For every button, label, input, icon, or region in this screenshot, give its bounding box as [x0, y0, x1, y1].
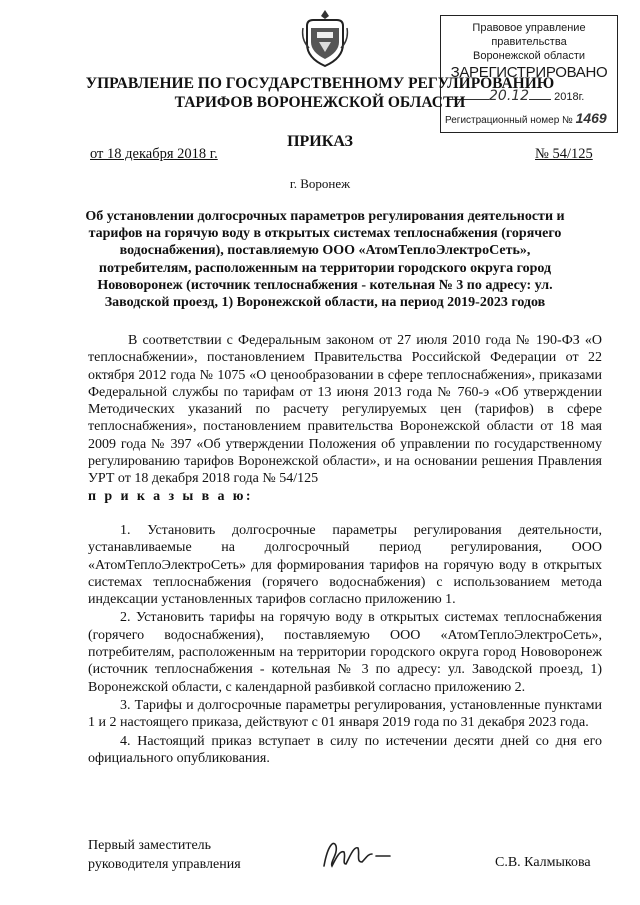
- order-item: 2. Установить тарифы на горячую воду в открытых системах теплоснабжения (горячего водоснабжения), поставляемую ООО «АтомТеплоЭлектроСеть», потребителям, расположенным на территории городского округа город Нововоронеж (источник теплоснабжения - котельная № 3 по адресу: ул. Заводской проезд, 1) Воронежской области, с календарной разбивкой согласно приложению 2.: [88, 610, 602, 695]
- coat-of-arms-emblem: [301, 8, 349, 68]
- stamp-date-day: 20.12: [489, 88, 530, 104]
- order-item: 3. Тарифы и долгосрочные параметры регулирования, установленные пунктами 1 и 2 настоящего приказа, действуют с 01 января 2019 года по 31 декабря 2023 года.: [88, 697, 602, 731]
- agency-title: [60, 74, 580, 112]
- order-item: 4. Настоящий приказ вступает в силу по истечении десяти дней со дня его официального опубликования.: [88, 733, 602, 766]
- stamp-reg-value: 1469: [575, 110, 607, 126]
- handwritten-signature: [318, 836, 398, 874]
- signatory-role: [88, 836, 241, 874]
- stamp-authority-line1: Правовое управление правительства: [472, 22, 586, 48]
- signatory-role-line1: Первый заместитель: [88, 838, 212, 853]
- stamp-date-year: 2018: [554, 91, 579, 103]
- stamp-date-suffix: г.: [578, 91, 585, 103]
- order-command: п р и к а з ы в а ю:: [88, 488, 253, 504]
- signatory-role-line2: руководителя управления: [88, 857, 241, 872]
- agency-title-line2: ТАРИФОВ ВОРОНЕЖСКОЙ ОБЛАСТИ: [174, 94, 466, 111]
- order-city: г. Воронеж: [289, 176, 351, 191]
- agency-title-line1: УПРАВЛЕНИЕ ПО ГОСУДАРСТВЕННОМУ РЕГУЛИРОВАНИЮ: [85, 75, 555, 92]
- document-type-title: ПРИКАЗ: [287, 133, 353, 150]
- order-preamble: [88, 332, 602, 505]
- preamble-text: В соответствии с Федеральным законом от 27 июля 2010 года № 190-ФЗ «О теплоснабжении», постановлением Правительства Российской Федерации от 22 октября 2012 года № 1075 «О ценообразовании в сфере теплоснабжения», приказами Федеральной службы по тарифам от 13 июня 2013 года № 760-э «Об утверждении Методических указаний по расчету регулируемых цен (тарифов) в сфере теплоснабжения», постановлением правительства Воронежской области от 18 мая 2009 года № 397 «Об утверждении Положения об управлении по государственному регулированию тарифов Воронежской области», и на основании решения Правления УРТ от 18 декабря 2018 года № 54/125: [88, 333, 602, 487]
- order-number: № 54/125: [535, 146, 593, 162]
- stamp-registered-label: ЗАРЕГИСТРИРОВАНО: [450, 64, 608, 81]
- signatory-name: С.В. Калмыкова: [495, 855, 591, 870]
- order-item: 1. Установить долгосрочные параметры регулирования деятельности, устанавливаемые на долгосрочный период регулирования, ООО «АтомТеплоЭлектроСеть» для формирования тарифов на горячую воду в открытых системах теплоснабжения (горячего водоснабжения) с использованием метода индексации установленных тарифов согласно приложению 1.: [88, 523, 602, 608]
- stamp-reg-label: Регистрационный номер №: [445, 115, 573, 126]
- stamp-authority-line2: Воронежской области: [472, 50, 585, 62]
- order-date: от 18 декабря 2018 г.: [90, 146, 218, 162]
- order-subject: Об установлении долгосрочных параметров регулирования деятельности и тарифов на горячую воду в открытых системах теплоснабжения (горячего водоснабжения), поставляемую ООО «АтомТеплоЭлектроСеть», потребителям, расположенным на территории городского округа город Нововоронеж (источник теплоснабжения - котельная № 3 по адресу: ул. Заводской проезд, 1) Воронежской области, на период 2019-2023 годов: [85, 209, 565, 311]
- order-items: [88, 522, 602, 768]
- stamp-reg-number: [445, 110, 607, 126]
